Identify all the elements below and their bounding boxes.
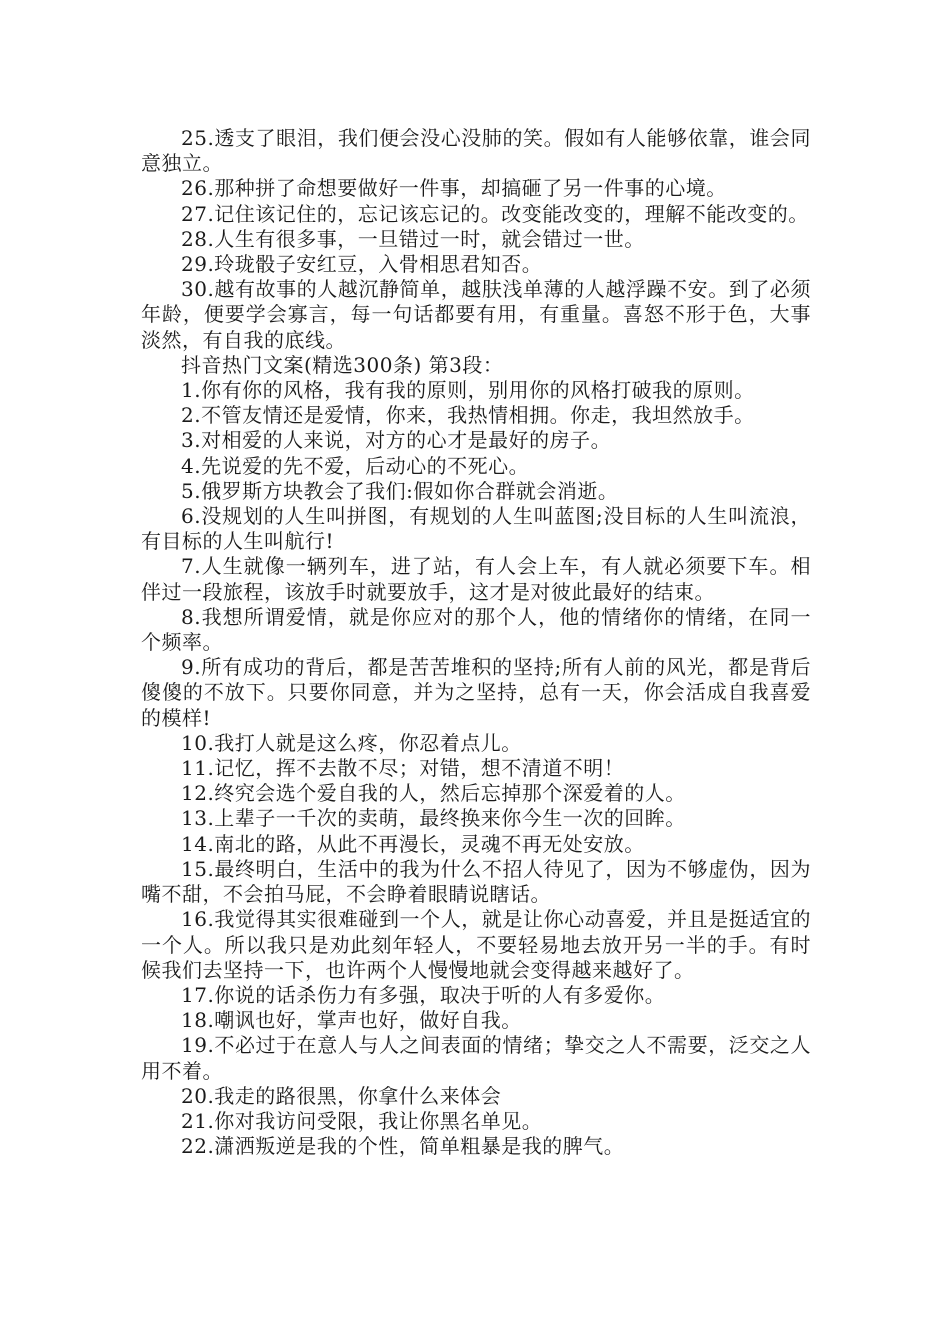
paragraph-11: 11.记忆，挥不去散不尽；对错，想不清道不明！ <box>181 756 625 781</box>
paragraph-21: 21.你对我访问受限，我让你黑名单见。 <box>181 1108 543 1133</box>
paragraph-20: 20.我走的路很黑，你拿什么来体会 <box>181 1083 502 1108</box>
paragraph-14: 14.南北的路，从此不再漫长，灵魂不再无处安放。 <box>181 831 645 856</box>
paragraph-3: 3.对相爱的人来说，对方的心才是最好的房子。 <box>181 428 612 453</box>
paragraph-5: 5.俄罗斯方块教会了我们:假如你合群就会消逝。 <box>181 478 619 503</box>
paragraph-16: 16.我觉得其实很难碰到一个人，就是让你心动喜爱，并且是挺适宜的一个人。所以我只是劝此刻年轻人，不要轻易地去放开另一半的手。有时候我们去坚持一下，也许两个人慢慢地就会变得越来越好了。 <box>141 907 811 982</box>
document-body <box>141 126 811 1159</box>
paragraph-15: 15.最终明白，生活中的我为什么不招人待见了，因为不够虚伪，因为嘴不甜，不会拍马屁，不会睁着眼睛说瞎话。 <box>141 856 811 907</box>
paragraph-30: 30.越有故事的人越沉静简单，越肤浅单薄的人越浮躁不安。到了必须年龄，便要学会寡言，每一句话都要有用，有重量。喜怒不形于色，大事淡然，有自我的底线。 <box>141 277 811 352</box>
paragraph-29: 29.玲珑骰子安红豆，入骨相思君知否。 <box>181 252 543 277</box>
paragraph-18: 18.嘲讽也好，掌声也好，做好自我。 <box>181 1008 522 1033</box>
paragraph-22: 22.潇洒叛逆是我的个性，简单粗暴是我的脾气。 <box>181 1134 625 1159</box>
paragraph-25: 25.透支了眼泪，我们便会没心没肺的笑。假如有人能够依靠，谁会同意独立。 <box>141 126 811 176</box>
paragraph-1: 1.你有你的风格，我有我的原则，别用你的风格打破我的原则。 <box>181 378 755 403</box>
paragraph-28: 28.人生有很多事，一旦错过一时，就会错过一世。 <box>181 226 645 251</box>
paragraph-7: 7.人生就像一辆列车，进了站，有人会上车，有人就必须要下车。相伴过一段旅程，该放手时就要放手，这才是对彼此最好的结束。 <box>141 554 811 604</box>
paragraph-4: 4.先说爱的先不爱，后动心的不死心。 <box>181 453 530 478</box>
paragraph-12: 12.终究会选个爱自我的人，然后忘掉那个深爱着的人。 <box>181 781 686 806</box>
paragraph-26: 26.那种拼了命想要做好一件事，却搞砸了另一件事的心境。 <box>181 176 727 201</box>
section-heading: 抖音热门文案(精选300条) 第3段： <box>181 352 504 377</box>
paragraph-27: 27.记住该记住的，忘记该忘记的。改变能改变的，理解不能改变的。 <box>181 201 809 226</box>
paragraph-8: 8.我想所谓爱情，就是你应对的那个人，他的情绪你的情绪，在同一个频率。 <box>141 604 811 655</box>
paragraph-10: 10.我打人就是这么疼，你忍着点儿。 <box>181 730 522 755</box>
paragraph-19: 19.不必过于在意人与人之间表面的情绪；挚交之人不需要，泛交之人用不着。 <box>141 1033 811 1083</box>
paragraph-6: 6.没规划的人生叫拼图，有规划的人生叫蓝图;没目标的人生叫流浪，有目标的人生叫航行! <box>141 504 811 554</box>
paragraph-2: 2.不管友情还是爱情，你来，我热情相拥。你走，我坦然放手。 <box>181 403 755 428</box>
paragraph-9: 9.所有成功的背后，都是苦苦堆积的坚持;所有人前的风光，都是背后傻傻的不放下。只要你同意，并为之坚持，总有一天，你会活成自我喜爱的模样! <box>141 655 811 730</box>
paragraph-13: 13.上辈子一千次的卖萌，最终换来你今生一次的回眸。 <box>181 806 686 831</box>
paragraph-17: 17.你说的话杀伤力有多强，取决于听的人有多爱你。 <box>181 982 666 1007</box>
